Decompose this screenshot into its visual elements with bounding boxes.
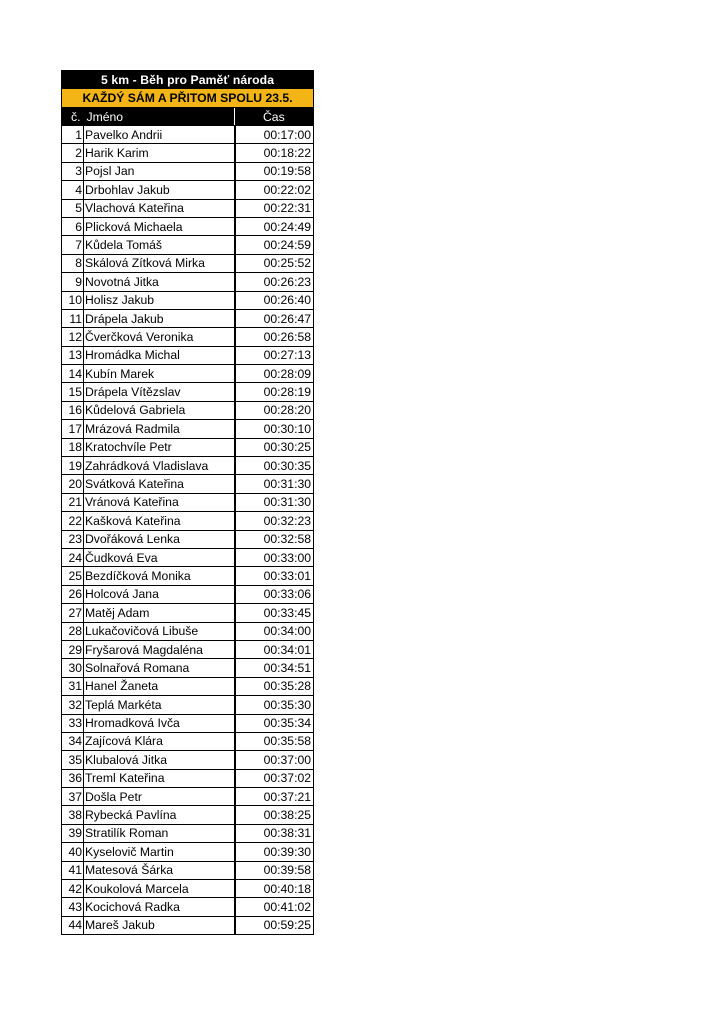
table-row (62, 640, 314, 658)
cell-name: Holcová Jana (84, 585, 235, 603)
table-row (62, 916, 314, 934)
table-row (62, 181, 314, 199)
table-row (62, 677, 314, 695)
cell-name: Novotná Jitka (84, 273, 235, 291)
table-row (62, 806, 314, 824)
table-row (62, 438, 314, 456)
cell-name: Kůdelová Gabriela (84, 401, 235, 419)
cell-time: 00:38:25 (235, 806, 314, 824)
cell-number: 2 (62, 144, 84, 162)
cell-name: Dvořáková Lenka (84, 530, 235, 548)
cell-number: 15 (62, 383, 84, 401)
cell-name: Matesová Šárka (84, 861, 235, 879)
cell-name: Kubín Marek (84, 365, 235, 383)
cell-time: 00:41:02 (235, 898, 314, 916)
header-time: Čas (235, 108, 314, 126)
cell-time: 00:30:35 (235, 457, 314, 475)
cell-name: Pojsl Jan (84, 162, 235, 180)
table-row (62, 659, 314, 677)
cell-number: 25 (62, 567, 84, 585)
cell-time: 00:26:40 (235, 291, 314, 309)
cell-time: 00:26:47 (235, 309, 314, 327)
cell-name: Holisz Jakub (84, 291, 235, 309)
cell-time: 00:34:01 (235, 640, 314, 658)
cell-time: 00:37:00 (235, 751, 314, 769)
cell-name: Skálová Zítková Mirka (84, 254, 235, 272)
table-row (62, 567, 314, 585)
table-row (62, 751, 314, 769)
cell-number: 18 (62, 438, 84, 456)
cell-name: Lukačovičová Libuše (84, 622, 235, 640)
column-header-row (62, 108, 314, 126)
cell-time: 00:59:25 (235, 916, 314, 934)
cell-number: 32 (62, 696, 84, 714)
cell-name: Kyselovič Martin (84, 843, 235, 861)
title-row (62, 71, 314, 89)
table-row (62, 824, 314, 842)
table-row (62, 714, 314, 732)
table-row (62, 696, 314, 714)
cell-number: 19 (62, 457, 84, 475)
table-row (62, 217, 314, 235)
cell-time: 00:35:28 (235, 677, 314, 695)
cell-number: 28 (62, 622, 84, 640)
table-title: 5 km - Běh pro Paměť národa (62, 71, 314, 89)
cell-name: Došla Petr (84, 788, 235, 806)
cell-time: 00:33:45 (235, 604, 314, 622)
cell-number: 42 (62, 880, 84, 898)
table-row (62, 309, 314, 327)
cell-time: 00:26:58 (235, 328, 314, 346)
cell-time: 00:31:30 (235, 493, 314, 511)
results-body (62, 126, 314, 935)
subtitle-row (62, 89, 314, 108)
cell-number: 35 (62, 751, 84, 769)
cell-name: Hanel Žaneta (84, 677, 235, 695)
cell-name: Plicková Michaela (84, 217, 235, 235)
cell-number: 36 (62, 769, 84, 787)
cell-name: Drápela Jakub (84, 309, 235, 327)
cell-name: Kocichová Radka (84, 898, 235, 916)
cell-number: 39 (62, 824, 84, 842)
cell-number: 13 (62, 346, 84, 364)
cell-time: 00:39:30 (235, 843, 314, 861)
table-row (62, 530, 314, 548)
table-row (62, 880, 314, 898)
cell-time: 00:31:30 (235, 475, 314, 493)
cell-time: 00:19:58 (235, 162, 314, 180)
table-row (62, 291, 314, 309)
table-row (62, 861, 314, 879)
cell-number: 24 (62, 548, 84, 566)
table-row (62, 199, 314, 217)
table-row (62, 328, 314, 346)
cell-name: Mrázová Radmila (84, 420, 235, 438)
cell-time: 00:33:01 (235, 567, 314, 585)
cell-number: 1 (62, 126, 84, 144)
cell-name: Hromádka Michal (84, 346, 235, 364)
table-row (62, 126, 314, 144)
cell-number: 33 (62, 714, 84, 732)
cell-time: 00:37:02 (235, 769, 314, 787)
cell-time: 00:38:31 (235, 824, 314, 842)
cell-number: 27 (62, 604, 84, 622)
cell-time: 00:30:25 (235, 438, 314, 456)
cell-name: Solnařová Romana (84, 659, 235, 677)
cell-time: 00:24:59 (235, 236, 314, 254)
table-row (62, 512, 314, 530)
cell-name: Stratilík Roman (84, 824, 235, 842)
table-row (62, 457, 314, 475)
cell-name: Drápela Vítězslav (84, 383, 235, 401)
cell-time: 00:25:52 (235, 254, 314, 272)
cell-time: 00:17:00 (235, 126, 314, 144)
cell-time: 00:35:58 (235, 732, 314, 750)
cell-number: 23 (62, 530, 84, 548)
cell-name: Harik Karim (84, 144, 235, 162)
cell-time: 00:32:58 (235, 530, 314, 548)
table-row (62, 732, 314, 750)
cell-name: Treml Kateřina (84, 769, 235, 787)
cell-number: 30 (62, 659, 84, 677)
cell-name: Čudková Eva (84, 548, 235, 566)
table-row (62, 254, 314, 272)
cell-time: 00:24:49 (235, 217, 314, 235)
table-row (62, 604, 314, 622)
table-row (62, 401, 314, 419)
cell-time: 00:32:23 (235, 512, 314, 530)
cell-time: 00:28:09 (235, 365, 314, 383)
table-row (62, 383, 314, 401)
cell-number: 11 (62, 309, 84, 327)
cell-time: 00:27:13 (235, 346, 314, 364)
cell-number: 3 (62, 162, 84, 180)
cell-number: 21 (62, 493, 84, 511)
cell-name: Kašková Kateřina (84, 512, 235, 530)
cell-name: Rybecká Pavlína (84, 806, 235, 824)
cell-time: 00:37:21 (235, 788, 314, 806)
cell-name: Klubalová Jitka (84, 751, 235, 769)
cell-number: 12 (62, 328, 84, 346)
cell-name: Zajícová Klára (84, 732, 235, 750)
table-row (62, 585, 314, 603)
cell-number: 7 (62, 236, 84, 254)
table-row (62, 236, 314, 254)
cell-name: Pavelko Andrii (84, 126, 235, 144)
cell-name: Matěj Adam (84, 604, 235, 622)
table-row (62, 420, 314, 438)
cell-time: 00:22:02 (235, 181, 314, 199)
cell-number: 4 (62, 181, 84, 199)
cell-time: 00:33:06 (235, 585, 314, 603)
table-row (62, 548, 314, 566)
cell-time: 00:30:10 (235, 420, 314, 438)
cell-number: 17 (62, 420, 84, 438)
cell-number: 38 (62, 806, 84, 824)
table-row (62, 346, 314, 364)
cell-number: 34 (62, 732, 84, 750)
cell-name: Kratochvíle Petr (84, 438, 235, 456)
cell-number: 37 (62, 788, 84, 806)
cell-name: Zahrádková Vladislava (84, 457, 235, 475)
cell-name: Bezdíčková Monika (84, 567, 235, 585)
cell-name: Koukolová Marcela (84, 880, 235, 898)
table-row (62, 493, 314, 511)
table-row (62, 144, 314, 162)
cell-number: 29 (62, 640, 84, 658)
cell-number: 44 (62, 916, 84, 934)
cell-name: Mareš Jakub (84, 916, 235, 934)
table-row (62, 622, 314, 640)
cell-number: 14 (62, 365, 84, 383)
cell-time: 00:34:00 (235, 622, 314, 640)
table-row (62, 898, 314, 916)
cell-time: 00:39:58 (235, 861, 314, 879)
cell-time: 00:40:18 (235, 880, 314, 898)
cell-time: 00:35:30 (235, 696, 314, 714)
table-row (62, 769, 314, 787)
cell-name: Fryšarová Magdaléna (84, 640, 235, 658)
cell-number: 5 (62, 199, 84, 217)
table-row (62, 788, 314, 806)
cell-name: Vránová Kateřina (84, 493, 235, 511)
cell-name: Teplá Markéta (84, 696, 235, 714)
cell-time: 00:22:31 (235, 199, 314, 217)
cell-time: 00:35:34 (235, 714, 314, 732)
cell-time: 00:33:00 (235, 548, 314, 566)
cell-name: Čverčková Veronika (84, 328, 235, 346)
table-row (62, 365, 314, 383)
cell-time: 00:28:19 (235, 383, 314, 401)
results-table (61, 70, 314, 935)
table-subtitle: KAŽDÝ SÁM A PŘITOM SPOLU 23.5. (62, 89, 314, 108)
cell-number: 40 (62, 843, 84, 861)
header-number: č. (62, 108, 84, 126)
cell-number: 41 (62, 861, 84, 879)
cell-name: Svátková Kateřina (84, 475, 235, 493)
cell-name: Drbohlav Jakub (84, 181, 235, 199)
table-row (62, 843, 314, 861)
cell-number: 31 (62, 677, 84, 695)
cell-number: 10 (62, 291, 84, 309)
cell-time: 00:18:22 (235, 144, 314, 162)
cell-time: 00:34:51 (235, 659, 314, 677)
cell-name: Kůdela Tomáš (84, 236, 235, 254)
cell-number: 8 (62, 254, 84, 272)
cell-number: 9 (62, 273, 84, 291)
cell-name: Hromadková Ivča (84, 714, 235, 732)
header-name: Jméno (84, 108, 235, 126)
table-row (62, 162, 314, 180)
cell-time: 00:28:20 (235, 401, 314, 419)
cell-name: Vlachová Kateřina (84, 199, 235, 217)
table-row (62, 273, 314, 291)
table-row (62, 475, 314, 493)
cell-number: 16 (62, 401, 84, 419)
cell-number: 6 (62, 217, 84, 235)
cell-time: 00:26:23 (235, 273, 314, 291)
cell-number: 20 (62, 475, 84, 493)
cell-number: 22 (62, 512, 84, 530)
cell-number: 26 (62, 585, 84, 603)
cell-number: 43 (62, 898, 84, 916)
